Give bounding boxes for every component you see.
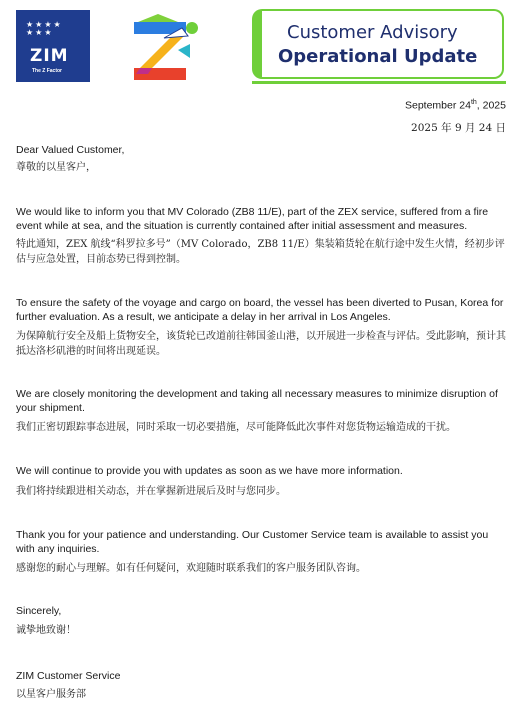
greeting-english: Dear Valued Customer, [16,144,125,156]
advisory-banner [16,8,506,84]
stars-icon: ★★★★ ★★★ [26,20,63,37]
date-english: September 24th, 2025 [404,99,506,112]
signature-english: ZIM Customer Service [16,670,121,682]
title-box [252,9,504,79]
banner-divider [252,81,506,84]
closing-chinese: 诚挚地致谢！ [16,625,76,636]
logo-tagline: The Z Factor [32,68,63,74]
zim-logo [16,10,90,82]
date-chinese: 2025 年 9 月 24 日 [411,122,506,134]
paragraph-4-chinese: 我们将持续跟进相关动态，并在掌握新进展后及时与您同步。 [16,486,286,497]
paragraph-2-english: To ensure the safety of the voyage and cargo on board, the vessel has been diverted to Pusan, Korea for further evaluation. As a result, we anticipate a delay in her arrival in Los Angeles. [16,297,504,323]
paragraph-2-chinese: 为保障航行安全及船上货物安全，该货轮已改道前往韩国釜山港，以开展进一步检查与评估。受此影响，预计其抵达洛杉矶港的时间将出现延误。 [16,331,506,357]
title-line-1: Customer Advisory [287,22,458,43]
paragraph-4-english: We will continue to provide you with updates as soon as we have more information. [16,465,403,477]
paragraph-5-chinese: 感谢您的耐心与理解。如有任何疑问，欢迎随时联系我们的客户服务团队咨询。 [16,563,366,574]
signature-chinese: 以星客户服务部 [16,689,86,700]
paragraph-5-english: Thank you for your patience and understanding. Our Customer Service team is available to assist you with any inquiries. [16,529,489,555]
z-emblem-icon [134,14,204,80]
paragraph-3-chinese: 我们正密切跟踪事态进展，同时采取一切必要措施，尽可能降低此次事件对您货物运输造成的干扰。 [16,422,456,433]
title-line-2: Operational Update [278,46,478,67]
paragraph-3-english: We are closely monitoring the development and taking all necessary measures to minimize disruption of your shipment. [16,388,498,414]
greeting-chinese: 尊敬的以星客户， [16,162,96,173]
closing-english: Sincerely, [16,605,62,617]
paragraph-1-english: We would like to inform you that MV Colorado (ZB8 11/E), part of the ZEX service, suffered from a fire event while at sea, and the situation is currently contained after initial assessment and measures. [16,206,489,232]
paragraph-1-chinese: 特此通知，ZEX 航线“科罗拉多号”（MV Colorado，ZB8 11/E）集装箱货轮在航行途中发生火情，经初步评估与应急处置，目前态势已得到控制。 [16,239,505,265]
logo-word: ZIM [30,46,69,66]
